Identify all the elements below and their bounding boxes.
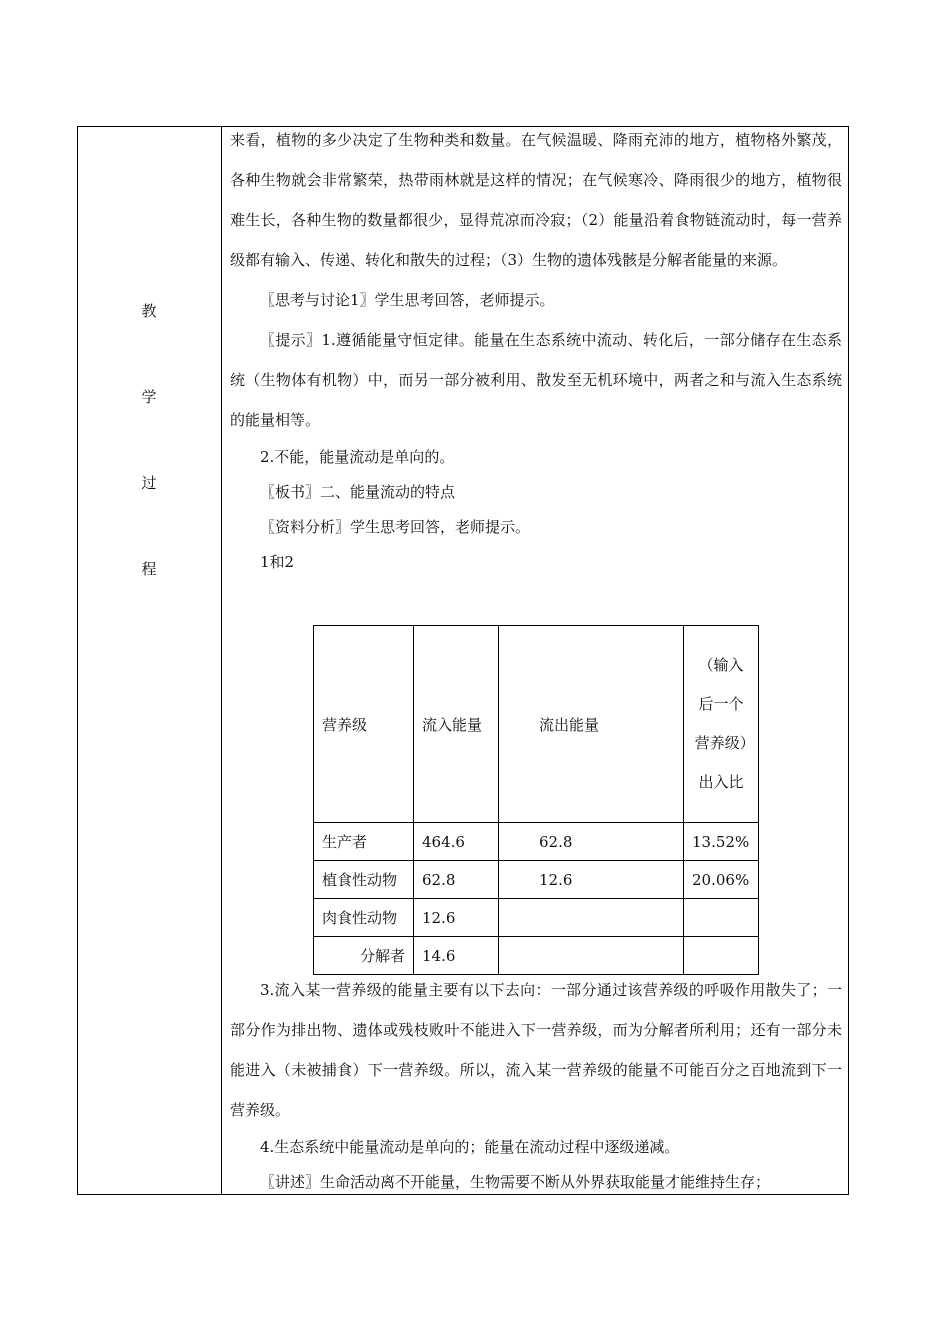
table-cell: 植食性动物 — [314, 861, 414, 899]
energy-flow-table — [313, 625, 759, 975]
table-cell: 分解者 — [314, 937, 414, 975]
paragraph: 来看，植物的多少决定了生物种类和数量。在气候温暖、降雨充沛的地方，植物格外繁茂，各种生物就会非常繁荣，热带雨林就是这样的情况；在气候寒冷、降雨很少的地方，植物很难生长，各种生物的数量都很少，显得荒凉而冷寂；（2）能量沿着食物链流动时，每一营养级都有输入、传递、转化和散失的过程；（3）生物的遗体残骸是分解者能量的来源。 — [230, 131, 842, 269]
lesson-content — [230, 120, 842, 580]
paragraph: 〖思考与讨论1〗学生思考回答，老师提示。 — [260, 291, 555, 309]
paragraph: 〖提示〗1.遵循能量守恒定律。能量在生态系统中流动、转化后，一部分储存在生态系统（生物体有机物）中，而另一部分被利用、散发至无机环境中，两者之和与流入生态系统的能量相等。 — [230, 331, 842, 429]
column-divider — [221, 126, 222, 1195]
table-row — [314, 823, 759, 861]
table-cell: 14.6 — [414, 937, 499, 975]
table-cell: 13.52% — [684, 823, 759, 861]
table-cell — [499, 899, 684, 937]
table-row — [314, 861, 759, 899]
paragraph: 〖资料分析〗学生思考回答，老师提示。 — [260, 518, 531, 536]
table-cell — [684, 937, 759, 975]
table-header-cell: 流出能量 — [499, 626, 684, 823]
table-cell: 62.8 — [499, 823, 684, 861]
table-cell: 12.6 — [499, 861, 684, 899]
side-label-char: 过 — [141, 474, 157, 492]
paragraph: 4.生态系统中能量流动是单向的；能量在流动过程中逐级递减。 — [260, 1138, 680, 1156]
paragraph: 1和2 — [260, 553, 295, 571]
paragraph: 3.流入某一营养级的能量主要有以下去向：一部分通过该营养级的呼吸作用散失了；一部分作为排出物、遗体或残枝败叶不能进入下一营养级，而为分解者所利用；还有一部分未能进入（未被捕食）下一营养级。所以，流入某一营养级的能量不可能百分之百地流到下一营养级。 — [230, 981, 842, 1119]
side-label-char: 教 — [141, 302, 157, 320]
side-label-char: 程 — [141, 560, 157, 578]
table-cell — [684, 899, 759, 937]
table-row — [314, 899, 759, 937]
table-header-row — [314, 626, 759, 823]
table-cell: 肉食性动物 — [314, 899, 414, 937]
table-cell: 生产者 — [314, 823, 414, 861]
table-cell: 62.8 — [414, 861, 499, 899]
table-header-cell: 营养级 — [314, 626, 414, 823]
paragraph: 2.不能，能量流动是单向的。 — [260, 448, 455, 466]
table-cell: 20.06% — [684, 861, 759, 899]
paragraph: 〖讲述〗生命活动离不开能量，生物需要不断从外界获取能量才能维持生存； — [260, 1173, 771, 1191]
lesson-content-lower — [230, 970, 842, 1200]
table-cell: 12.6 — [414, 899, 499, 937]
paragraph: 〖板书〗二、能量流动的特点 — [260, 483, 456, 501]
table-header-cell: 流入能量 — [414, 626, 499, 823]
table-cell — [499, 937, 684, 975]
table-row — [314, 937, 759, 975]
side-label-char: 学 — [141, 388, 157, 406]
table-header-cell: （输入后一个营养级）出入比 — [684, 626, 759, 823]
table-cell: 464.6 — [414, 823, 499, 861]
